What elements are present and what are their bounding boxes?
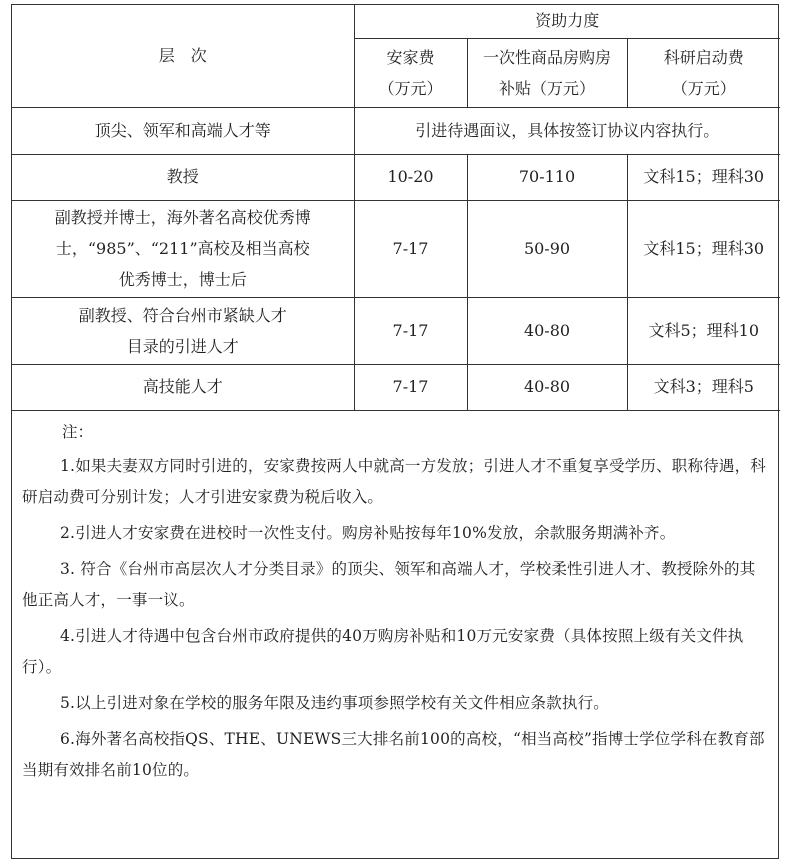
- note-item: 6.海外著名高校指QS、THE、UNEWS三大排名前100的高校，“相当高校”指博士学位学科在教育部当期有效排名前10位的。: [22, 729, 765, 779]
- document-frame: [11, 4, 779, 859]
- header-settle-fee: 安家费 （万元）: [354, 38, 467, 107]
- notes-section: [12, 411, 778, 786]
- row-housing-subsidy: 40-80: [467, 297, 627, 364]
- table-row: [12, 200, 780, 297]
- row-research-fund: 文科5；理科10: [627, 297, 780, 364]
- row-level: 教授: [12, 154, 354, 200]
- note-item: 1.如果夫妻双方同时引进的，安家费按两人中就高一方发放；引进人才不重复享受学历、职称待遇，科研启动费可分别计发；人才引进安家费为税后收入。: [22, 456, 766, 506]
- top-talent-text: 引进待遇面议，具体按签订协议内容执行。: [354, 107, 780, 154]
- header-level: 层 次: [12, 5, 354, 107]
- header-housing-subsidy: 一次性商品房购房 补贴（万元）: [467, 38, 627, 107]
- funding-table: [12, 5, 780, 411]
- row-research-fund: 文科15；理科30: [627, 200, 780, 297]
- row-settle-fee: 7-17: [354, 200, 467, 297]
- row-housing-subsidy: 40-80: [467, 364, 627, 410]
- row-level: 副教授并博士，海外著名高校优秀博 士，“985”、“211”高校及相当高校 优秀博士，博士后: [12, 200, 354, 297]
- row-housing-subsidy: 70-110: [467, 154, 627, 200]
- top-talent-level: 顶尖、领军和高端人才等: [12, 107, 354, 154]
- note-item: 4.引进人才待遇中包含台州市政府提供的40万购房补贴和10万元安家费（具体按照上级有关文件执行）。: [22, 626, 744, 676]
- header-research-fund: 科研启动费 （万元）: [627, 38, 780, 107]
- header-funding: 资助力度: [354, 5, 780, 38]
- table-row: [12, 154, 780, 200]
- header-row-1: [12, 5, 780, 38]
- row-research-fund: 文科15；理科30: [627, 154, 780, 200]
- note-item: 3. 符合《台州市高层次人才分类目录》的顶尖、领军和高端人才，学校柔性引进人才、教授除外的其他正高人才，一事一议。: [22, 559, 756, 609]
- table-row: [12, 364, 780, 410]
- row-settle-fee: 10-20: [354, 154, 467, 200]
- table-row: [12, 297, 780, 364]
- row-settle-fee: 7-17: [354, 297, 467, 364]
- top-talent-row: [12, 107, 780, 154]
- row-level: 副教授、符合台州市紧缺人才 目录的引进人才: [12, 297, 354, 364]
- row-research-fund: 文科3；理科5: [627, 364, 780, 410]
- notes-title: 注：: [62, 422, 94, 441]
- row-housing-subsidy: 50-90: [467, 200, 627, 297]
- row-level: 高技能人才: [12, 364, 354, 410]
- note-item: 5.以上引进对象在学校的服务年限及违约事项参照学校有关文件相应条款执行。: [60, 693, 609, 712]
- note-item: 2.引进人才安家费在进校时一次性支付。购房补贴按每年10%发放，余款服务期满补齐。: [60, 523, 676, 542]
- row-settle-fee: 7-17: [354, 364, 467, 410]
